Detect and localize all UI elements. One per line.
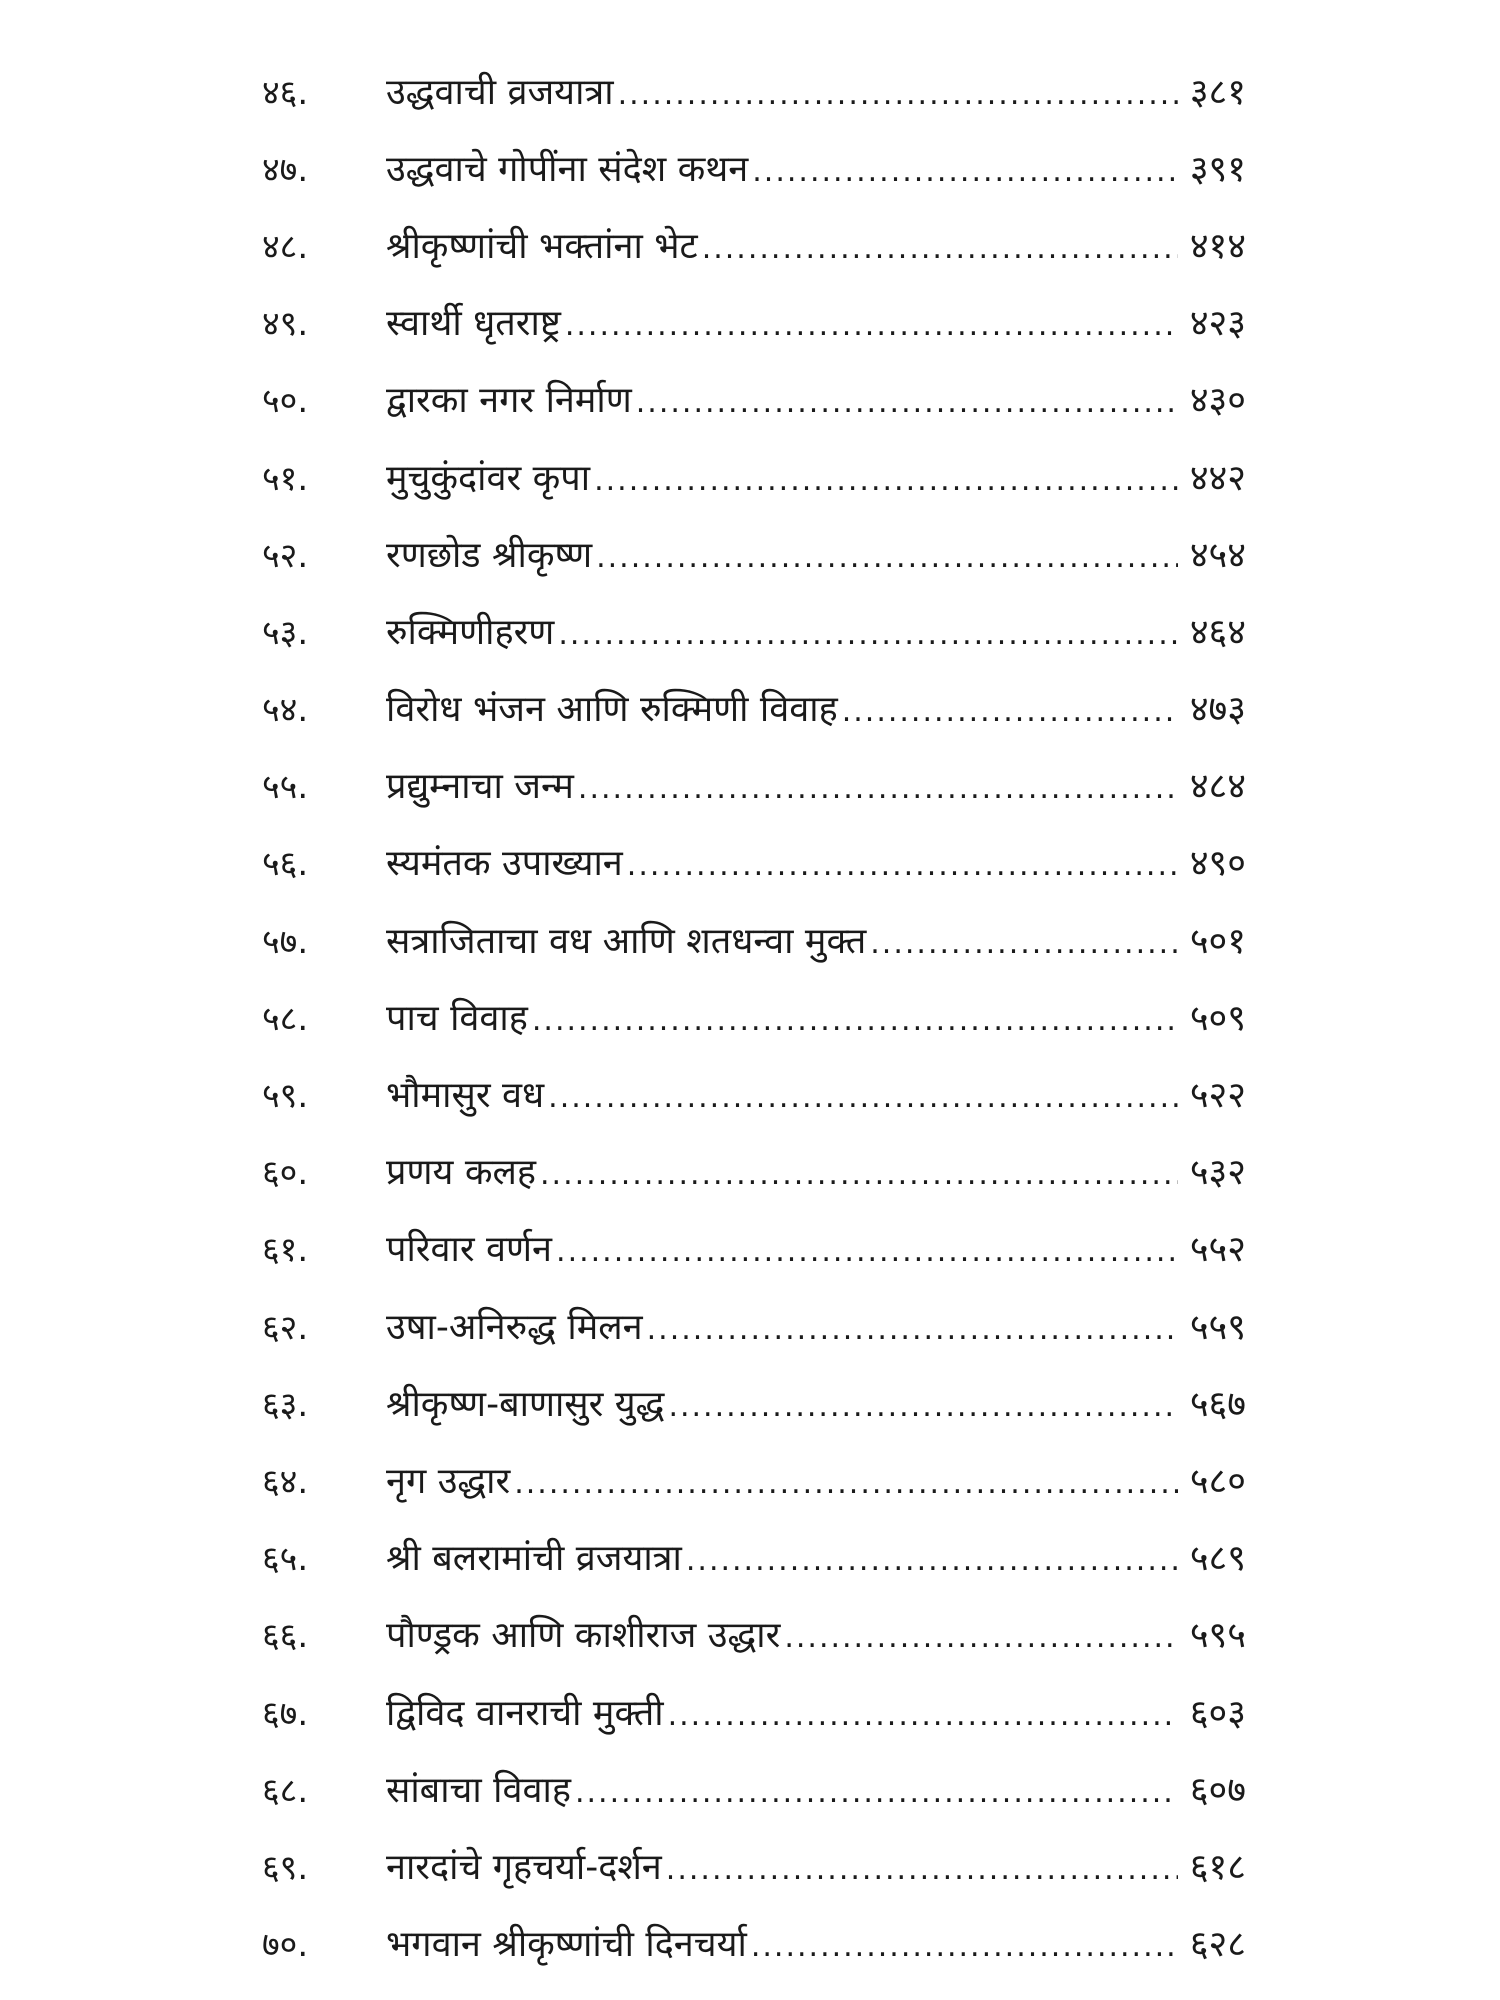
chapter-number: ५४. (262, 690, 309, 731)
toc-entry (386, 1615, 1246, 1657)
toc-entry (386, 1769, 1246, 1811)
chapter-number: ५२. (262, 535, 309, 576)
toc-entry (386, 225, 1246, 267)
toc-entry (386, 766, 1246, 808)
dot-leader (540, 1160, 1178, 1190)
chapter-number: ४८. (262, 226, 309, 267)
toc-row (0, 363, 1500, 440)
toc-row (0, 594, 1500, 671)
page-number: ६०७ (1189, 1769, 1246, 1811)
toc-row (0, 1521, 1500, 1598)
dot-leader (556, 1237, 1178, 1267)
chapter-number: ४६. (262, 72, 309, 113)
toc-row (0, 1752, 1500, 1829)
toc-row (0, 1443, 1500, 1520)
page-number: ५०१ (1189, 920, 1246, 962)
toc-row (0, 1212, 1500, 1289)
page-number: ४२३ (1189, 303, 1246, 345)
dot-leader (578, 774, 1178, 804)
chapter-title: भौमासुर वध (386, 1075, 545, 1117)
dot-leader (752, 157, 1178, 187)
toc-row (0, 903, 1500, 980)
dot-leader (647, 1315, 1178, 1345)
page-number: ४४२ (1189, 457, 1246, 499)
page-number: ५८९ (1189, 1538, 1246, 1580)
chapter-number: ५१. (262, 458, 309, 499)
page-number: ४९० (1189, 843, 1246, 885)
chapter-title: सत्राजिताचा वध आणि शतधन्वा मुक्त (386, 920, 867, 962)
toc-entry (386, 1538, 1246, 1580)
page-number: ५८० (1189, 1460, 1246, 1502)
toc-row (0, 672, 1500, 749)
chapter-title: नारदांचे गृहचर्या-दर्शन (386, 1846, 662, 1888)
dot-leader (666, 1855, 1178, 1885)
toc-entry (386, 1924, 1246, 1966)
dot-leader (842, 697, 1178, 727)
page-number: ६१८ (1189, 1846, 1246, 1888)
toc-row (0, 208, 1500, 285)
dot-leader (548, 1083, 1178, 1113)
chapter-number: ६९. (262, 1847, 309, 1888)
dot-leader (627, 851, 1178, 881)
toc-row (0, 1289, 1500, 1366)
chapter-number: ५३. (262, 612, 309, 653)
chapter-number: ४९. (262, 304, 309, 345)
page-number: ५९५ (1189, 1615, 1246, 1657)
chapter-number: ६६. (262, 1616, 309, 1657)
chapter-number: ६८. (262, 1770, 309, 1811)
toc-row (0, 54, 1500, 131)
toc-row (0, 1829, 1500, 1906)
toc-entry (386, 1460, 1246, 1502)
chapter-title: प्रणय कलह (386, 1152, 537, 1194)
page-number: ५६७ (1189, 1383, 1246, 1425)
dot-leader (668, 1701, 1178, 1731)
chapter-number: ७०. (262, 1925, 309, 1966)
chapter-title: द्विविद वानराची मुक्ती (386, 1692, 664, 1734)
toc-row (0, 749, 1500, 826)
toc-row (0, 1907, 1500, 1984)
chapter-title: परिवार वर्णन (386, 1229, 553, 1271)
chapter-number: ५७. (262, 921, 309, 962)
chapter-number: ६७. (262, 1693, 309, 1734)
page-number: ४५४ (1189, 534, 1246, 576)
toc-row (0, 1135, 1500, 1212)
chapter-title: उद्धवाचे गोपींना संदेश कथन (386, 148, 749, 190)
chapter-number: ५५. (262, 767, 309, 808)
chapter-number: ६१. (262, 1230, 309, 1271)
page-number: ४३० (1189, 380, 1246, 422)
toc-row (0, 1675, 1500, 1752)
page-number: ६२८ (1189, 1924, 1246, 1966)
dot-leader (702, 234, 1178, 264)
page-number: ४८४ (1189, 766, 1246, 808)
page-number: ४१४ (1189, 225, 1246, 267)
dot-leader (870, 929, 1178, 959)
toc-entry (386, 457, 1246, 499)
page-number: ६०३ (1189, 1692, 1246, 1734)
toc-entry (386, 1692, 1246, 1734)
chapter-title: विरोध भंजन आणि रुक्मिणी विवाह (386, 689, 838, 731)
dot-leader (686, 1546, 1178, 1576)
dot-leader (668, 1392, 1178, 1422)
toc-entry (386, 1229, 1246, 1271)
table-of-contents (0, 54, 1500, 1984)
toc-entry (386, 689, 1246, 731)
page-number: ५५२ (1189, 1229, 1246, 1271)
toc-entry (386, 1152, 1246, 1194)
toc-row (0, 286, 1500, 363)
chapter-number: ५६. (262, 844, 309, 885)
toc-row (0, 440, 1500, 517)
toc-entry (386, 843, 1246, 885)
page-number: ५३२ (1189, 1152, 1246, 1194)
chapter-title: श्रीकृष्ण-बाणासुर युद्ध (386, 1383, 665, 1425)
toc-entry (386, 611, 1246, 653)
page-number: ४६४ (1189, 611, 1246, 653)
chapter-title: भगवान श्रीकृष्णांची दिनचर्या (386, 1924, 747, 1966)
dot-leader (558, 620, 1178, 650)
toc-row (0, 517, 1500, 594)
chapter-title: रणछोड श्रीकृष्ण (386, 534, 593, 576)
chapter-title: श्रीकृष्णांची भक्तांना भेट (386, 225, 698, 267)
dot-leader (618, 80, 1178, 110)
toc-entry (386, 1075, 1246, 1117)
toc-row (0, 1366, 1500, 1443)
dot-leader (575, 1778, 1178, 1808)
toc-row (0, 131, 1500, 208)
dot-leader (532, 1006, 1178, 1036)
toc-entry (386, 534, 1246, 576)
chapter-number: ४७. (262, 149, 309, 190)
toc-row (0, 1057, 1500, 1134)
chapter-title: स्वार्थी धृतराष्ट्र (386, 303, 561, 345)
chapter-title: उद्धवाची व्रजयात्रा (386, 71, 614, 113)
page-number: ४७३ (1189, 689, 1246, 731)
chapter-title: प्रद्युम्नाचा जन्म (386, 766, 574, 808)
toc-entry (386, 380, 1246, 422)
toc-row (0, 826, 1500, 903)
dot-leader (596, 543, 1178, 573)
dot-leader (565, 311, 1178, 341)
chapter-number: ६०. (262, 1153, 309, 1194)
toc-entry (386, 997, 1246, 1039)
chapter-title: नृग उद्धार (386, 1460, 511, 1502)
chapter-title: मुचुकुंदांवर कृपा (386, 457, 591, 499)
chapter-number: ५०. (262, 381, 309, 422)
chapter-title: रुक्मिणीहरण (386, 611, 555, 653)
chapter-title: सांबाचा विवाह (386, 1769, 571, 1811)
dot-leader (636, 388, 1178, 418)
chapter-title: श्री बलरामांची व्रजयात्रा (386, 1538, 682, 1580)
toc-row (0, 980, 1500, 1057)
toc-entry (386, 148, 1246, 190)
page-number: ५०९ (1189, 997, 1246, 1039)
chapter-number: ६५. (262, 1539, 309, 1580)
chapter-number: ६३. (262, 1384, 309, 1425)
page-number: ३९१ (1189, 148, 1246, 190)
dot-leader (784, 1623, 1178, 1653)
chapter-title: स्यमंतक उपाख्यान (386, 843, 623, 885)
dot-leader (751, 1932, 1178, 1962)
page-number: ५५९ (1189, 1306, 1246, 1348)
page-number: ३८१ (1189, 71, 1246, 113)
chapter-number: ६४. (262, 1461, 309, 1502)
dot-leader (514, 1469, 1178, 1499)
chapter-number: ५८. (262, 998, 309, 1039)
chapter-number: ५९. (262, 1076, 309, 1117)
chapter-title: उषा-अनिरुद्ध मिलन (386, 1306, 643, 1348)
chapter-title: पाच विवाह (386, 997, 528, 1039)
chapter-title: पौण्ड्रक आणि काशीराज उद्धार (386, 1615, 781, 1657)
toc-entry (386, 920, 1246, 962)
toc-entry (386, 1306, 1246, 1348)
dot-leader (594, 466, 1178, 496)
toc-entry (386, 71, 1246, 113)
chapter-title: द्वारका नगर निर्माण (386, 380, 632, 422)
toc-entry (386, 303, 1246, 345)
toc-entry (386, 1846, 1246, 1888)
chapter-number: ६२. (262, 1307, 309, 1348)
page-number: ५२२ (1189, 1075, 1246, 1117)
toc-row (0, 1598, 1500, 1675)
toc-entry (386, 1383, 1246, 1425)
